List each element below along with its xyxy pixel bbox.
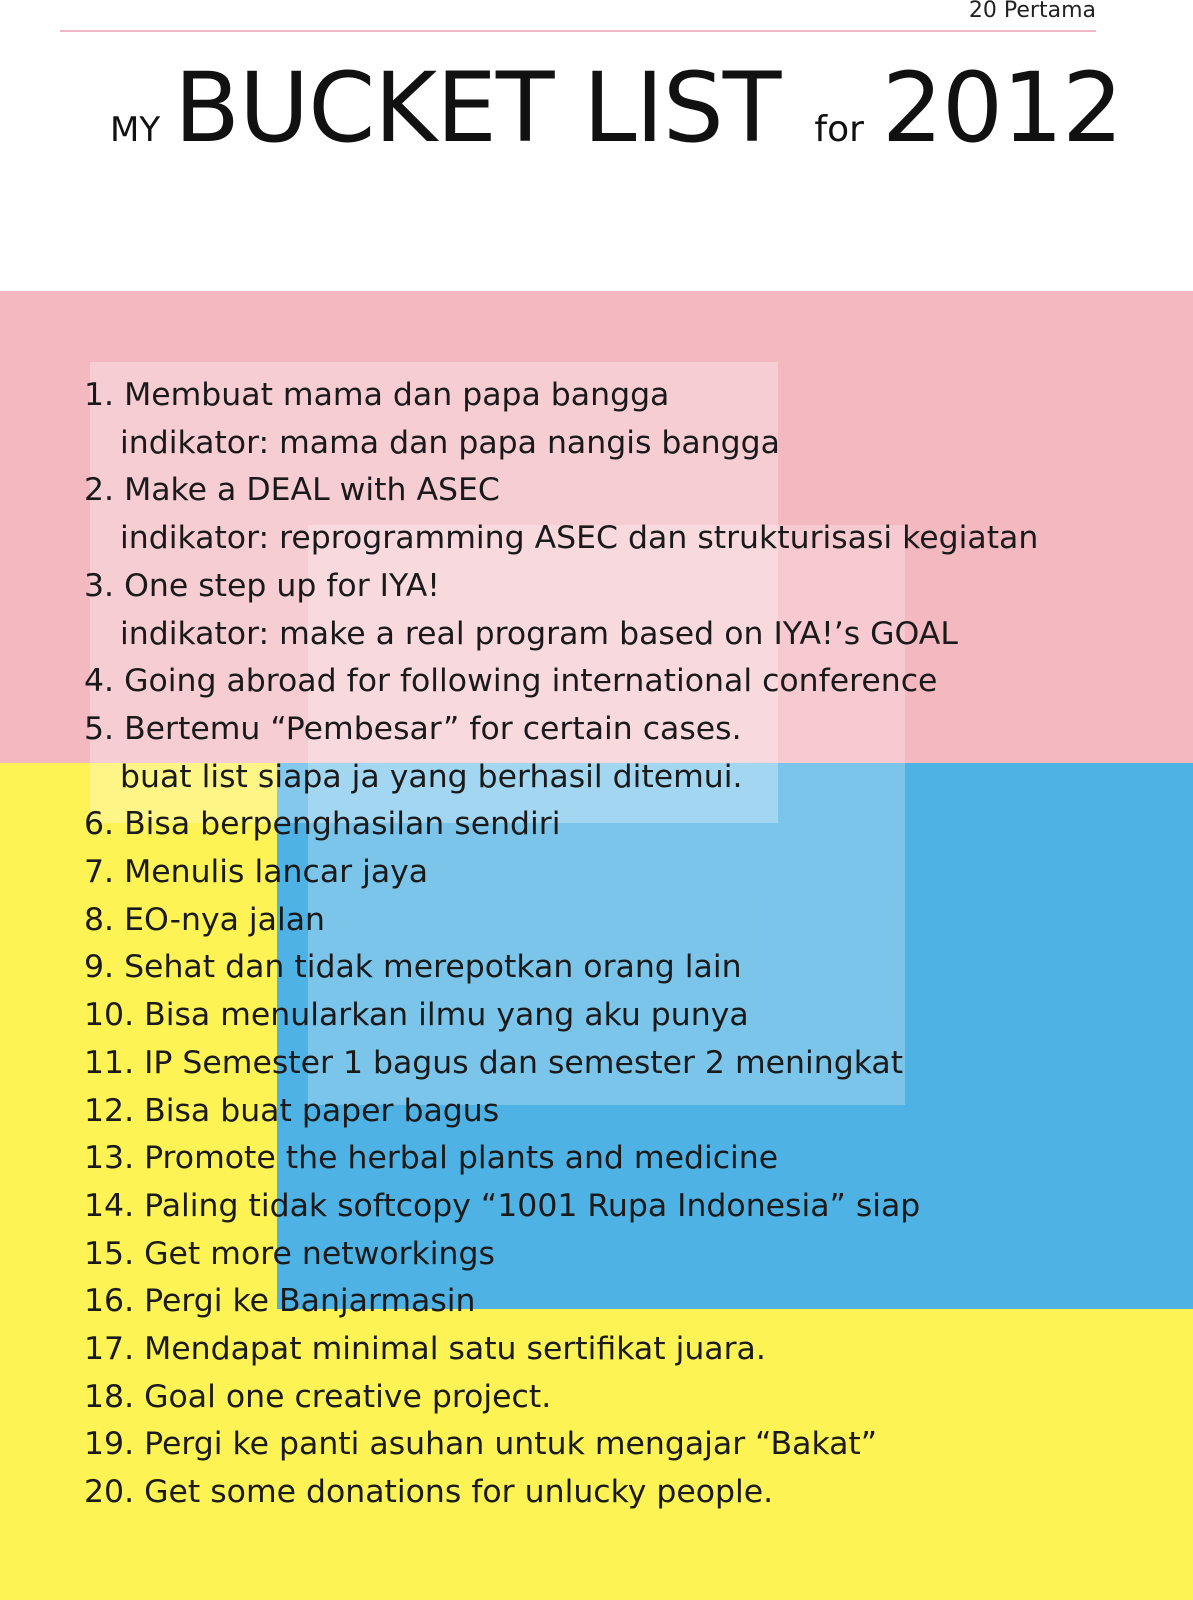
- list-item-text: 13. Promote the herbal plants and medicine: [84, 1140, 779, 1177]
- list-item-text: 9. Sehat dan tidak merepotkan orang lain: [84, 949, 742, 986]
- list-item: [84, 658, 1038, 706]
- list-item: [84, 849, 1038, 897]
- list-item: [84, 801, 1038, 849]
- list-item: [84, 1326, 1038, 1374]
- list-item-indicator: buat list siapa ja yang berhasil ditemui.: [120, 758, 743, 795]
- list-item: [84, 992, 1038, 1040]
- title-for: for: [814, 109, 864, 150]
- list-item-text: 17. Mendapat minimal satu sertifikat juara.: [84, 1331, 766, 1368]
- list-item: [84, 1135, 1038, 1183]
- title-year: 2012: [881, 52, 1123, 164]
- list-item-text: 2. Make a DEAL with ASEC: [84, 472, 500, 509]
- title-my: MY: [110, 110, 161, 150]
- list-item: [84, 1374, 1038, 1422]
- list-item-indicator: indikator: reprogramming ASEC dan strukturisasi kegiatan: [120, 520, 1039, 557]
- list-item-text: 3. One step up for IYA!: [84, 567, 440, 604]
- header-divider: [60, 30, 1096, 32]
- page-title: [110, 52, 1122, 164]
- list-item-text: 4. Going abroad for following international conference: [84, 663, 938, 700]
- list-item: [84, 1040, 1038, 1088]
- list-item-text: 15. Get more networkings: [84, 1235, 495, 1272]
- list-item-text: 12. Bisa buat paper bagus: [84, 1092, 500, 1129]
- list-item: [84, 1183, 1038, 1231]
- list-item: [84, 944, 1038, 992]
- list-item: [84, 1231, 1038, 1279]
- list-item: [84, 1278, 1038, 1326]
- list-item: [84, 1469, 1038, 1517]
- list-item-indicator: indikator: mama dan papa nangis bangga: [120, 424, 780, 461]
- bucket-list: [84, 372, 1038, 1517]
- list-item-text: 7. Menulis lancar jaya: [84, 854, 429, 891]
- list-item-text: 19. Pergi ke panti asuhan untuk mengajar “Bakat”: [84, 1426, 878, 1463]
- list-item-text: 20. Get some donations for unlucky people.: [84, 1474, 774, 1511]
- list-item-text: 10. Bisa menularkan ilmu yang aku punya: [84, 997, 749, 1034]
- title-bucket-list: BUCKET LIST: [174, 52, 781, 164]
- list-item-text: 1. Membuat mama dan papa bangga: [84, 377, 670, 413]
- list-item-text: 16. Pergi ke Banjarmasin: [84, 1283, 476, 1320]
- list-item-text: 5. Bertemu “Pembesar” for certain cases.: [84, 710, 742, 747]
- list-item: [84, 1421, 1038, 1469]
- page-header-tag: 20 Pertama: [968, 0, 1096, 23]
- list-item: [84, 563, 1038, 658]
- list-item: [84, 467, 1038, 562]
- list-item: [84, 372, 1038, 467]
- list-item: [84, 1088, 1038, 1136]
- list-item-text: 6. Bisa berpenghasilan sendiri: [84, 806, 561, 843]
- list-item: [84, 897, 1038, 945]
- list-item-text: 14. Paling tidak softcopy “1001 Rupa Indonesia” siap: [84, 1187, 921, 1224]
- list-item-indicator: indikator: make a real program based on IYA!’s GOAL: [120, 615, 958, 652]
- list-item-text: 11. IP Semester 1 bagus dan semester 2 meningkat: [84, 1044, 904, 1081]
- list-item: [84, 706, 1038, 801]
- list-item-text: 18. Goal one creative project.: [84, 1378, 552, 1415]
- list-item-text: 8. EO-nya jalan: [84, 901, 326, 938]
